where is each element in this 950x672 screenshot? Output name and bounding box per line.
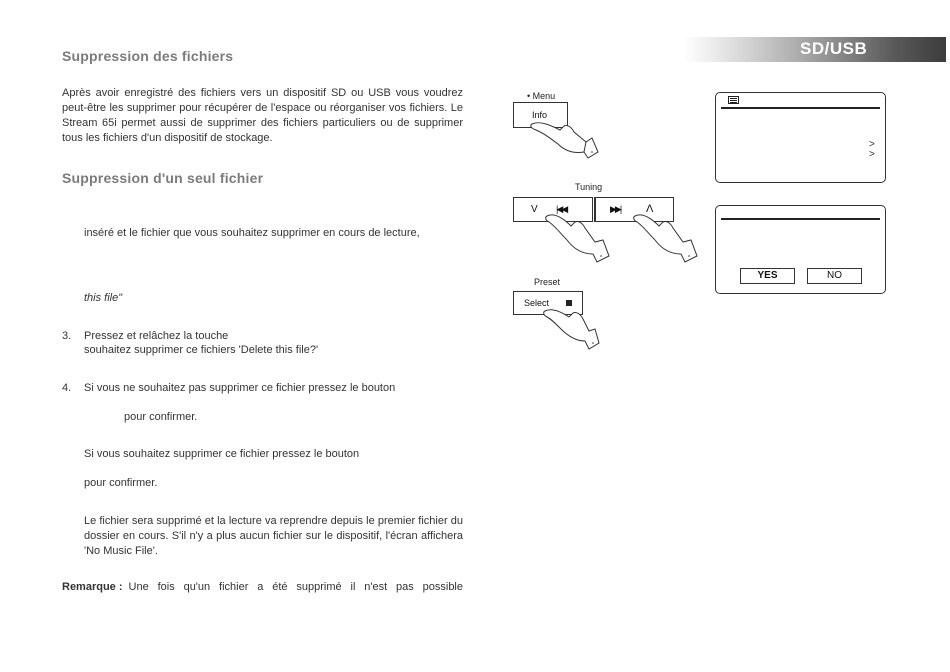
select-button-label: Select bbox=[524, 298, 550, 308]
step4-number: 4. bbox=[62, 382, 72, 394]
step4-line1: Si vous ne souhaitez pas supprimer ce fichier pressez le bouton bbox=[84, 382, 396, 394]
yes-option[interactable]: YES bbox=[740, 268, 795, 284]
skip-next-icon: ▶▶| bbox=[610, 204, 621, 214]
section-banner bbox=[684, 37, 946, 62]
step1-text: inséré et le fichier que vous souhaitez supprimer en cours de lecture, bbox=[84, 227, 420, 239]
section-title: SD/USB bbox=[800, 39, 868, 58]
pointing-hand-icon bbox=[543, 305, 603, 355]
heading-delete-files: Suppression des fichiers bbox=[62, 48, 234, 64]
arrow-right-icon: > bbox=[869, 149, 875, 160]
note-label: Remarque : bbox=[62, 581, 123, 593]
note bbox=[62, 580, 463, 595]
up-label: Λ bbox=[646, 203, 654, 215]
note-text: Une fois qu'un fichier a été supprimé il n'est pas possible bbox=[128, 581, 463, 593]
result-paragraph: Le fichier sera supprimé et la lecture va reprendre depuis le premier fichier du dossier en cours. S'il n'y a plus aucun fichier sur le dispositif, l'écran affichera 'No Music File'. bbox=[84, 515, 463, 557]
lcd-display-confirm bbox=[715, 205, 886, 294]
step3-line2: souhaitez supprimer ce fichiers 'Delete this file?' bbox=[84, 344, 319, 356]
preset-caption: Preset bbox=[534, 277, 561, 287]
skip-previous-icon: |◀◀ bbox=[556, 204, 567, 214]
menu-caption: • Menu bbox=[527, 91, 556, 101]
info-button-label: Info bbox=[532, 110, 548, 120]
step2-text: this file" bbox=[84, 292, 123, 304]
step4-line4: pour confirmer. bbox=[84, 477, 158, 489]
step4-line3: Si vous souhaitez supprimer ce fichier pressez le bouton bbox=[84, 448, 360, 460]
step3-number: 3. bbox=[62, 330, 72, 342]
intro-paragraph: Après avoir enregistré des fichiers vers un dispositif SD ou USB vous voudrez peut-être les supprimer pour récupérer de l'espace ou réorganiser vos fichiers. Le Stream 65i permet aussi de supprimer des fichiers particuliers ou de supprimer tous les fichiers d'un dispositif de stockage. bbox=[62, 87, 463, 144]
pointing-hand-icon bbox=[545, 210, 615, 265]
lcd-header-rule bbox=[721, 218, 880, 220]
down-label: V bbox=[531, 204, 538, 215]
no-option[interactable]: NO bbox=[807, 268, 862, 284]
arrow-right-icon: > bbox=[869, 139, 875, 150]
heading-delete-single-file: Suppression d'un seul fichier bbox=[62, 170, 264, 186]
step3-line1: Pressez et relâchez la touche bbox=[84, 330, 229, 342]
list-icon bbox=[728, 96, 739, 104]
lcd-header-rule bbox=[721, 107, 880, 109]
pointing-hand-icon bbox=[530, 118, 600, 163]
pointing-hand-icon bbox=[633, 210, 703, 265]
step4-line2: pour confirmer. bbox=[124, 411, 198, 423]
tuning-caption: Tuning bbox=[575, 182, 603, 192]
lcd-display-menu bbox=[715, 92, 886, 183]
